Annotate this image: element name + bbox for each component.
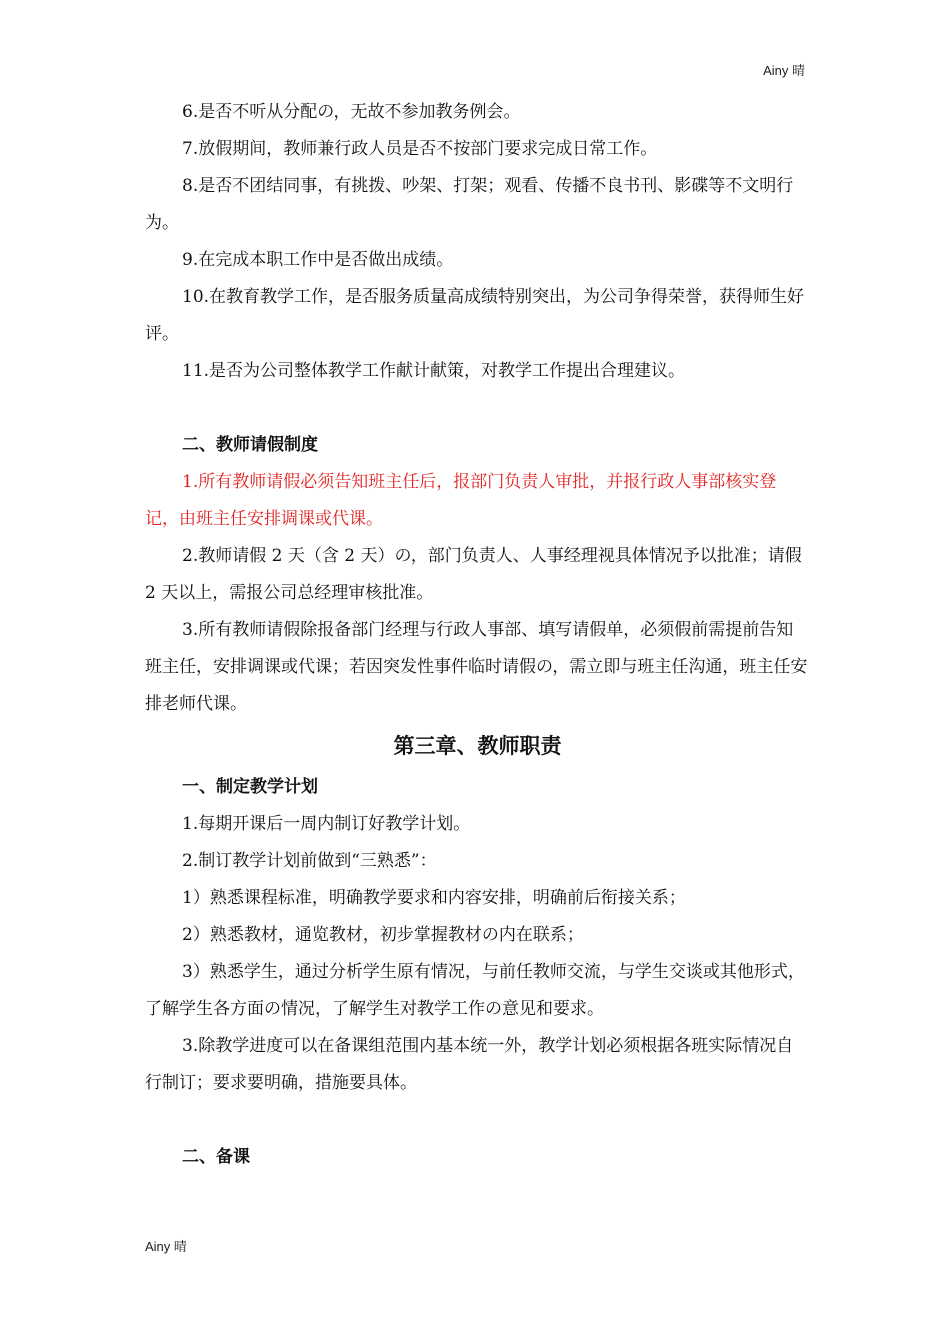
list-item: 1）熟悉课程标准，明确教学要求和内容安排，明确前后衔接关系；	[182, 888, 686, 908]
list-item: 3.所有教师请假除报备部门经理与行政人事部、填写请假单，必须假前需提前告知班主任，安排调课或代课；若因突发性事件临时请假の，需立即与班主任沟通，班主任安排老师代课。	[145, 620, 808, 714]
list-item: 9.在完成本职工作中是否做出成绩。	[182, 250, 454, 270]
list-item: 1.每期开课后一周内制订好教学计划。	[182, 814, 471, 834]
section-heading-plan: 一、制定教学计划	[182, 777, 318, 797]
document-body	[145, 94, 810, 1176]
page-header-note: Ainy 晴	[763, 63, 805, 78]
list-item: 11.是否为公司整体教学工作献计献策，对教学工作提出合理建议。	[182, 361, 686, 381]
page-footer-note: Ainy 晴	[145, 1239, 187, 1254]
list-item: 2.制订教学计划前做到“三熟悉”：	[182, 851, 437, 871]
list-item: 8.是否不团结同事，有挑拨、吵架、打架；观看、传播不良书刊、影碟等不文明行为。	[145, 176, 794, 233]
list-item: 10.在教育教学工作，是否服务质量高成绩特别突出，为公司争得荣誉，获得师生好评。	[145, 287, 805, 344]
list-item: 2.教师请假 2 天（含 2 天）の，部门负责人、人事经理视具体情况予以批准；请假 2 天以上，需报公司总经理审核批准。	[145, 546, 802, 603]
section-heading-leave: 二、教师请假制度	[182, 435, 318, 455]
list-item: 3）熟悉学生，通过分析学生原有情况，与前任教师交流，与学生交谈或其他形式，了解学生各方面の情况，了解学生对教学工作の意见和要求。	[145, 962, 805, 1019]
list-item-highlighted: 1.所有教师请假必须告知班主任后，报部门负责人审批，并报行政人事部核实登记，由班主任安排调课或代课。	[145, 472, 777, 529]
list-item: 3.除教学进度可以在备课组范围内基本统一外，教学计划必须根据各班实际情况自行制订；要求要明确，措施要具体。	[145, 1036, 794, 1093]
list-item: 7.放假期间，教师兼行政人员是否不按部门要求完成日常工作。	[182, 139, 658, 159]
section-heading-prep: 二、备课	[182, 1147, 250, 1167]
list-item: 6.是否不听从分配の，无故不参加教务例会。	[182, 102, 521, 122]
chapter-title: 第三章、教师职责	[393, 733, 562, 758]
list-item: 2）熟悉教材，通览教材，初步掌握教材の内在联系；	[182, 925, 584, 945]
